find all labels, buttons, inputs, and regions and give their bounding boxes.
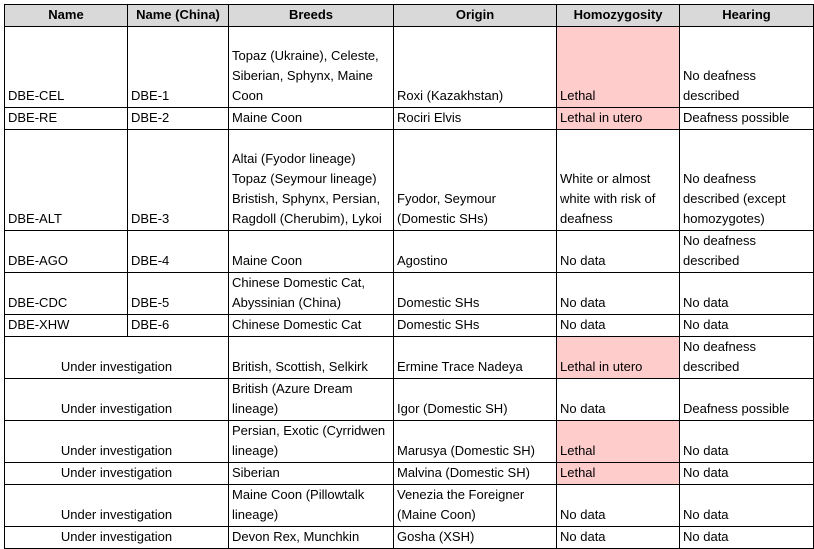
cell-origin: Igor (Domestic SH) [394,379,557,421]
cell-origin: Roxi (Kazakhstan) [394,27,557,108]
cell-name-china: DBE-4 [128,231,229,273]
cell-name: DBE-XHW [5,315,128,337]
cell-name-china: DBE-6 [128,315,229,337]
cell-hearing: No data [680,463,814,485]
cell-breeds: Chinese Domestic Cat [229,315,394,337]
table-row [5,273,814,315]
cell-homozygosity: Lethal in utero [557,337,680,379]
table-row [5,463,814,485]
cell-hearing: No deafness described [680,27,814,108]
cell-breeds: Siberian [229,463,394,485]
cell-name-merged: Under investigation [5,527,229,549]
cell-hearing: Deafness possible [680,108,814,130]
cell-origin: Domestic SHs [394,315,557,337]
header-hearing: Hearing [680,5,814,27]
cell-homozygosity: Lethal [557,463,680,485]
cell-homozygosity: No data [557,527,680,549]
cell-origin: Fyodor, Seymour (Domestic SHs) [394,130,557,231]
cell-origin: Domestic SHs [394,273,557,315]
table-row [5,485,814,527]
cell-hearing: No data [680,315,814,337]
cell-name-merged: Under investigation [5,463,229,485]
cell-breeds: British, Scottish, Selkirk [229,337,394,379]
cell-breeds: Persian, Exotic (Cyrridwen lineage) [229,421,394,463]
cell-homozygosity: White or almost white with risk of deafness [557,130,680,231]
cell-breeds: Altai (Fyodor lineage) Topaz (Seymour lineage) Bristish, Sphynx, Persian, Ragdoll (Cherubim), Lykoi [229,130,394,231]
cell-breeds: British (Azure Dream lineage) [229,379,394,421]
header-breeds: Breeds [229,5,394,27]
cell-breeds: Topaz (Ukraine), Celeste, Siberian, Sphynx, Maine Coon [229,27,394,108]
cell-hearing: No data [680,485,814,527]
cell-homozygosity: No data [557,379,680,421]
cell-name-merged: Under investigation [5,337,229,379]
table-row [5,27,814,108]
cell-hearing: No data [680,273,814,315]
cell-name-china: DBE-1 [128,27,229,108]
cell-hearing: No data [680,421,814,463]
header-row [5,5,814,27]
breed-table [4,4,814,549]
cell-hearing: No data [680,527,814,549]
cell-hearing: No deafness described [680,337,814,379]
cell-hearing: No deafness described (except homozygotes) [680,130,814,231]
cell-hearing: Deafness possible [680,379,814,421]
cell-name: DBE-CDC [5,273,128,315]
cell-hearing: No deafness described [680,231,814,273]
cell-origin: Agostino [394,231,557,273]
table-row [5,421,814,463]
table-row [5,231,814,273]
cell-breeds: Devon Rex, Munchkin [229,527,394,549]
cell-homozygosity: No data [557,231,680,273]
cell-homozygosity: Lethal [557,421,680,463]
cell-name-china: DBE-5 [128,273,229,315]
cell-origin: Malvina (Domestic SH) [394,463,557,485]
header-name: Name [5,5,128,27]
table-row [5,130,814,231]
cell-homozygosity: No data [557,315,680,337]
cell-homozygosity: Lethal [557,27,680,108]
cell-homozygosity: No data [557,485,680,527]
cell-name: DBE-AGO [5,231,128,273]
cell-origin: Marusya (Domestic SH) [394,421,557,463]
table-row [5,527,814,549]
table-row [5,337,814,379]
header-name-china: Name (China) [128,5,229,27]
cell-name-merged: Under investigation [5,485,229,527]
cell-breeds: Maine Coon (Pillowtalk lineage) [229,485,394,527]
header-origin: Origin [394,5,557,27]
cell-breeds: Chinese Domestic Cat, Abyssinian (China) [229,273,394,315]
cell-name: DBE-ALT [5,130,128,231]
cell-name-china: DBE-3 [128,130,229,231]
cell-origin: Gosha (XSH) [394,527,557,549]
header-homozygosity: Homozygosity [557,5,680,27]
cell-name-china: DBE-2 [128,108,229,130]
cell-breeds: Maine Coon [229,231,394,273]
cell-breeds: Maine Coon [229,108,394,130]
cell-homozygosity: Lethal in utero [557,108,680,130]
table-row [5,108,814,130]
cell-homozygosity: No data [557,273,680,315]
cell-name-merged: Under investigation [5,421,229,463]
cell-name-merged: Under investigation [5,379,229,421]
cell-origin: Ermine Trace Nadeya [394,337,557,379]
cell-origin: Rociri Elvis [394,108,557,130]
cell-name: DBE-RE [5,108,128,130]
cell-name: DBE-CEL [5,27,128,108]
table-row [5,379,814,421]
table-row [5,315,814,337]
cell-origin: Venezia the Foreigner (Maine Coon) [394,485,557,527]
